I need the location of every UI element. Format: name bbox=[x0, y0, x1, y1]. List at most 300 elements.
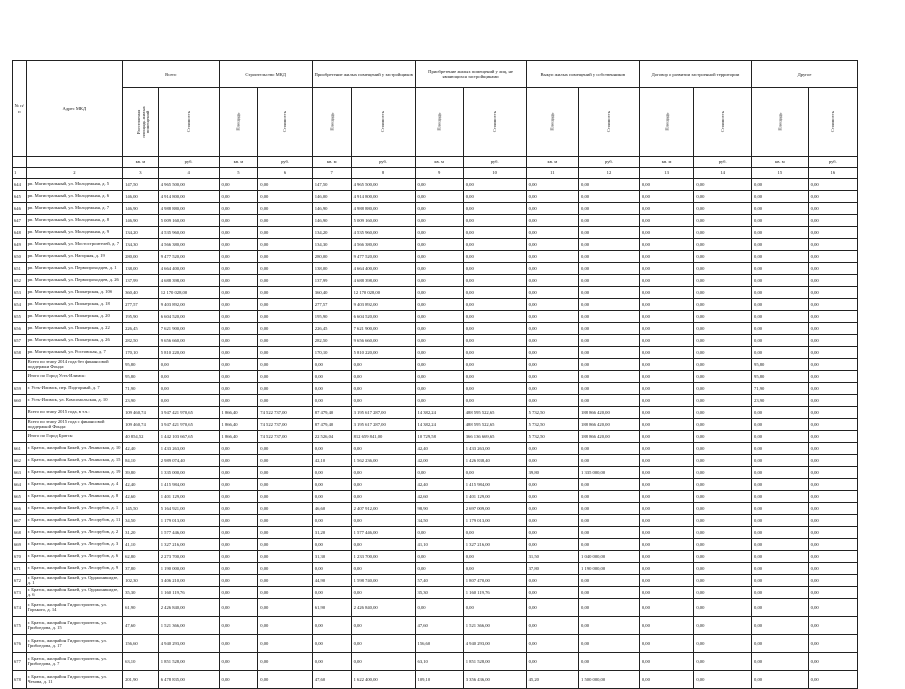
row-area-value: 0,00 bbox=[526, 323, 578, 335]
row-cost-value: 0,00 bbox=[694, 527, 752, 539]
row-cost-value: 0,00 bbox=[808, 323, 857, 335]
row-cost-value: 0,00 bbox=[463, 311, 526, 323]
row-cost-value: 0,00 bbox=[694, 251, 752, 263]
row-cost-value: 1 160 119,76 bbox=[463, 587, 526, 599]
row-address: г. Братск, жилрайон Гидростроитель, ул. Грибоедова, д. 17 bbox=[26, 635, 122, 653]
row-area-value: 42,40 bbox=[123, 479, 159, 491]
row-area-value: 170,10 bbox=[312, 347, 351, 359]
row-cost-value: 0,00 bbox=[258, 215, 313, 227]
row-cost-value: 0,00 bbox=[579, 275, 640, 287]
row-area-value: 156,60 bbox=[123, 635, 159, 653]
row-cost-value: 366 136 669,65 bbox=[463, 431, 526, 443]
row-address: рп. Магистральный, ул. Пионерская, д. 26 bbox=[26, 335, 122, 347]
row-area-value: 0,00 bbox=[526, 203, 578, 215]
row-area-value: 0,00 bbox=[219, 335, 258, 347]
row-cost-value: 12 170 028,00 bbox=[351, 287, 415, 299]
row-area-value: 0,00 bbox=[219, 395, 258, 407]
row-area-value: 102,30 bbox=[123, 575, 159, 587]
row-area-value: 0,00 bbox=[415, 179, 463, 191]
row-cost-value: 0,00 bbox=[463, 551, 526, 563]
row-area-value: 0,00 bbox=[219, 539, 258, 551]
table-row bbox=[13, 455, 858, 467]
row-area-value: 31,30 bbox=[312, 551, 351, 563]
row-cost-value: 0,00 bbox=[579, 443, 640, 455]
subheader-area-label: Площадь bbox=[235, 113, 241, 131]
row-cost-value: 0,00 bbox=[808, 527, 857, 539]
row-address: рп. Магистральный, ул. Первопроходцев, д. 26 bbox=[26, 275, 122, 287]
row-area-value: 109 460,74 bbox=[123, 419, 159, 431]
row-area-value: 0,00 bbox=[526, 251, 578, 263]
row-area-value: 0,00 bbox=[219, 359, 258, 371]
row-cost-value: 0,00 bbox=[158, 395, 219, 407]
row-cost-value: 0,00 bbox=[463, 239, 526, 251]
row-cost-value: 0,00 bbox=[351, 383, 415, 395]
row-cost-value: 7 621 900,00 bbox=[158, 323, 219, 335]
row-area-value: 0,00 bbox=[639, 491, 694, 503]
row-area-value: 0,00 bbox=[219, 653, 258, 671]
table-row bbox=[13, 515, 858, 527]
row-area-value: 0,00 bbox=[752, 203, 809, 215]
row-cost-value: 1 521 366,00 bbox=[463, 617, 526, 635]
row-cost-value: 0,00 bbox=[808, 419, 857, 431]
subheader-cost bbox=[579, 88, 640, 157]
table-row bbox=[13, 671, 858, 689]
row-area-value: 0,00 bbox=[639, 287, 694, 299]
row-area-value: 0,00 bbox=[639, 227, 694, 239]
row-area-value: 0,00 bbox=[639, 347, 694, 359]
row-area-value: 0,00 bbox=[526, 239, 578, 251]
row-cost-value: 0,00 bbox=[463, 251, 526, 263]
row-area-value: 146,90 bbox=[312, 203, 351, 215]
row-area-value: 0,00 bbox=[415, 251, 463, 263]
row-area-value: 95,80 bbox=[752, 371, 809, 383]
row-area-value: 0,00 bbox=[526, 311, 578, 323]
row-area-value: 0,00 bbox=[752, 311, 809, 323]
row-cost-value: 74 522 737,00 bbox=[258, 431, 313, 443]
row-area-value: 0,00 bbox=[312, 383, 351, 395]
row-cost-value: 0,00 bbox=[579, 311, 640, 323]
row-area-value: 0,00 bbox=[639, 503, 694, 515]
row-area-value: 147,50 bbox=[123, 179, 159, 191]
row-area-value: 0,00 bbox=[219, 227, 258, 239]
row-cost-value: 0,00 bbox=[258, 539, 313, 551]
row-cost-value: 0,00 bbox=[463, 599, 526, 617]
table-row bbox=[13, 359, 858, 371]
unit-label: кв. м bbox=[312, 157, 351, 168]
subheader-cost-label: Стоимость bbox=[830, 111, 836, 133]
unit-label: руб. bbox=[351, 157, 415, 168]
row-cost-value: 0,00 bbox=[694, 299, 752, 311]
row-area-value: 98,90 bbox=[415, 503, 463, 515]
row-area-value: 61,90 bbox=[312, 599, 351, 617]
row-cost-value: 0,00 bbox=[258, 551, 313, 563]
table-row bbox=[13, 491, 858, 503]
row-address: г. Братск, жилрайон Гидростроитель, ул. Грибоедова, д. 15 bbox=[26, 617, 122, 635]
row-area-value: 0,00 bbox=[639, 239, 694, 251]
row-area-value: 40 854,52 bbox=[123, 431, 159, 443]
row-cost-value: 3 356 436,00 bbox=[463, 671, 526, 689]
row-area-value: 0,00 bbox=[752, 491, 809, 503]
row-area-value: 109,10 bbox=[415, 671, 463, 689]
row-cost-value: 0,00 bbox=[579, 653, 640, 671]
row-cost-value: 4 688 398,00 bbox=[351, 275, 415, 287]
subheader-cost bbox=[463, 88, 526, 157]
row-cost-value: 0,00 bbox=[808, 263, 857, 275]
row-cost-value: 0,00 bbox=[258, 599, 313, 617]
row-cost-value: 5 009 160,00 bbox=[158, 215, 219, 227]
row-address: рп. Магистральный, ул. Молодежная, д. 7 bbox=[26, 203, 122, 215]
row-area-value: 0,00 bbox=[219, 515, 258, 527]
row-cost-value: 4 988 880,00 bbox=[351, 203, 415, 215]
row-cost-value: 0,00 bbox=[258, 383, 313, 395]
row-area-value: 0,00 bbox=[219, 287, 258, 299]
row-area-value: 0,00 bbox=[639, 359, 694, 371]
row-address: г. Братск, жилрайон Бикей, ул. Лесорубов, д. 2 bbox=[26, 527, 122, 539]
row-area-value: 0,00 bbox=[752, 263, 809, 275]
row-cost-value: 0,00 bbox=[258, 515, 313, 527]
units-cell-blank bbox=[26, 157, 122, 168]
row-area-value: 1 866,40 bbox=[219, 431, 258, 443]
row-cost-value: 4 965 500,00 bbox=[351, 179, 415, 191]
table-row bbox=[13, 395, 858, 407]
row-area-value: 282,50 bbox=[123, 335, 159, 347]
row-cost-value: 6 604 520,00 bbox=[158, 311, 219, 323]
row-area-value: 0,00 bbox=[526, 455, 578, 467]
row-cost-value: 3 406 210,00 bbox=[158, 575, 219, 587]
row-cost-value: 0,00 bbox=[808, 371, 857, 383]
row-cost-value: 0,00 bbox=[579, 503, 640, 515]
row-area-value: 42,00 bbox=[415, 455, 463, 467]
row-cost-value: 0,00 bbox=[808, 587, 857, 599]
row-area-value: 0,00 bbox=[639, 563, 694, 575]
row-cost-value: 0,00 bbox=[463, 263, 526, 275]
row-cost-value: 1 327 216,00 bbox=[158, 539, 219, 551]
row-cost-value: 0,00 bbox=[258, 479, 313, 491]
row-area-value: 14 382,24 bbox=[415, 419, 463, 431]
row-cost-value: 0,00 bbox=[808, 671, 857, 689]
row-cost-value: 0,00 bbox=[808, 275, 857, 287]
row-cost-value: 0,00 bbox=[463, 383, 526, 395]
table-row bbox=[13, 617, 858, 635]
row-cost-value: 0,00 bbox=[463, 527, 526, 539]
row-address: г. Братск, жилрайон Гидростроитель, ул. Горького, д. 14 bbox=[26, 599, 122, 617]
row-cost-value: 2 273 700,00 bbox=[158, 551, 219, 563]
row-area-value: 0,00 bbox=[219, 467, 258, 479]
row-area-value: 0,00 bbox=[752, 653, 809, 671]
row-area-value: 0,00 bbox=[312, 539, 351, 551]
row-cost-value: 0,00 bbox=[579, 359, 640, 371]
row-cost-value: 0,00 bbox=[258, 617, 313, 635]
row-cost-value: 1 401 129,00 bbox=[463, 491, 526, 503]
row-area-value: 0,00 bbox=[415, 395, 463, 407]
unit-label: кв. м bbox=[123, 157, 159, 168]
row-area-value: 44,90 bbox=[312, 575, 351, 587]
row-cost-value: 4 664 400,00 bbox=[351, 263, 415, 275]
row-area-value: 277,57 bbox=[123, 299, 159, 311]
table-row bbox=[13, 467, 858, 479]
row-area-value: 0,00 bbox=[639, 323, 694, 335]
row-area-value: 138,00 bbox=[123, 263, 159, 275]
row-area-value: 42,40 bbox=[415, 479, 463, 491]
header-group-total: Всего bbox=[123, 61, 219, 88]
unit-label: руб. bbox=[694, 157, 752, 168]
row-cost-value: 0,00 bbox=[579, 383, 640, 395]
row-cost-value: 0,00 bbox=[258, 179, 313, 191]
row-cost-value: 4 965 500,00 bbox=[158, 179, 219, 191]
row-cost-value: 5 009 160,00 bbox=[351, 215, 415, 227]
table-row bbox=[13, 503, 858, 515]
row-area-value: 0,00 bbox=[526, 443, 578, 455]
row-cost-value: 0,00 bbox=[694, 467, 752, 479]
row-cost-value: 1 851 528,00 bbox=[158, 653, 219, 671]
row-cost-value: 0,00 bbox=[258, 635, 313, 653]
row-area-value: 0,00 bbox=[639, 617, 694, 635]
row-area-value: 0,00 bbox=[219, 203, 258, 215]
table-row bbox=[13, 479, 858, 491]
row-area-value: 0,00 bbox=[526, 539, 578, 551]
row-cost-value: 1 433 263,00 bbox=[158, 443, 219, 455]
row-area-value: 0,00 bbox=[752, 335, 809, 347]
row-cost-value: 0,00 bbox=[579, 215, 640, 227]
row-cost-value: 0,00 bbox=[351, 539, 415, 551]
row-cost-value: 0,00 bbox=[808, 503, 857, 515]
row-cost-value: 0,00 bbox=[694, 227, 752, 239]
row-area-value: 0,00 bbox=[415, 359, 463, 371]
row-area-value: 156,60 bbox=[415, 635, 463, 653]
row-cost-value: 0,00 bbox=[351, 359, 415, 371]
row-cost-value: 9 403 892,00 bbox=[158, 299, 219, 311]
row-cost-value: 0,00 bbox=[579, 227, 640, 239]
row-area-value: 0,00 bbox=[639, 407, 694, 419]
row-cost-value: 0,00 bbox=[258, 191, 313, 203]
row-cost-value: 1 190 000,00 bbox=[579, 563, 640, 575]
row-cost-value: 0,00 bbox=[463, 203, 526, 215]
subheader-cost bbox=[694, 88, 752, 157]
row-number: 661 bbox=[13, 443, 27, 455]
row-area-value: 0,00 bbox=[639, 455, 694, 467]
row-area-value: 0,00 bbox=[219, 551, 258, 563]
row-area-value: 71,90 bbox=[123, 383, 159, 395]
row-area-value: 95,80 bbox=[123, 359, 159, 371]
unit-label: кв. м bbox=[526, 157, 578, 168]
header-group-construction: Строительство МКД bbox=[219, 61, 312, 88]
table-row bbox=[13, 239, 858, 251]
table-row bbox=[13, 527, 858, 539]
table-row bbox=[13, 347, 858, 359]
row-cost-value: 5 810 220,00 bbox=[351, 347, 415, 359]
row-area-value: 0,00 bbox=[219, 455, 258, 467]
row-area-value: 0,00 bbox=[219, 251, 258, 263]
row-cost-value: 0,00 bbox=[258, 287, 313, 299]
row-number: 653 bbox=[13, 287, 27, 299]
row-area-value: 0,00 bbox=[526, 515, 578, 527]
row-area-value: 0,00 bbox=[752, 299, 809, 311]
row-cost-value: 4 535 960,00 bbox=[158, 227, 219, 239]
row-cost-value: 0,00 bbox=[579, 251, 640, 263]
row-area-value: 0,00 bbox=[526, 299, 578, 311]
column-number: 7 bbox=[312, 168, 351, 179]
row-cost-value: 0,00 bbox=[579, 599, 640, 617]
row-cost-value: 0,00 bbox=[258, 455, 313, 467]
row-cost-value: 0,00 bbox=[158, 383, 219, 395]
row-area-value: 195,90 bbox=[312, 311, 351, 323]
table-row bbox=[13, 215, 858, 227]
row-number: 664 bbox=[13, 479, 27, 491]
row-cost-value: 0,00 bbox=[463, 227, 526, 239]
row-cost-value: 3 947 421 970,65 bbox=[158, 407, 219, 419]
table-row bbox=[13, 563, 858, 575]
row-cost-value: 0,00 bbox=[351, 653, 415, 671]
row-cost-value: 0,00 bbox=[258, 671, 313, 689]
row-cost-value: 0,00 bbox=[258, 227, 313, 239]
row-area-value: 0,00 bbox=[752, 251, 809, 263]
row-number bbox=[13, 419, 27, 431]
subheader-cost-label: Стоимость bbox=[720, 111, 726, 133]
row-number: 644 bbox=[13, 179, 27, 191]
unit-label: руб. bbox=[579, 157, 640, 168]
row-number: 654 bbox=[13, 299, 27, 311]
row-cost-value: 0,00 bbox=[579, 239, 640, 251]
row-cost-value: 1 040 000,00 bbox=[579, 551, 640, 563]
row-cost-value: 0,00 bbox=[463, 563, 526, 575]
row-cost-value: 0,00 bbox=[158, 371, 219, 383]
row-number: 658 bbox=[13, 347, 27, 359]
row-area-value: 0,00 bbox=[639, 215, 694, 227]
row-area-value: 0,00 bbox=[526, 479, 578, 491]
row-number: 676 bbox=[13, 635, 27, 653]
row-address: г. Братск, жилрайон Бикей, ул. Орджоникидзе, д. 6 bbox=[26, 587, 122, 599]
row-number: 647 bbox=[13, 215, 27, 227]
units-cell-blank bbox=[13, 157, 27, 168]
row-cost-value: 0,00 bbox=[808, 335, 857, 347]
unit-label: руб. bbox=[808, 157, 857, 168]
row-area-value: 0,00 bbox=[415, 371, 463, 383]
row-area-value: 0,00 bbox=[415, 335, 463, 347]
row-cost-value: 1 190 000,00 bbox=[158, 563, 219, 575]
row-area-value: 0,00 bbox=[312, 515, 351, 527]
row-area-value: 0,00 bbox=[639, 371, 694, 383]
row-area-value: 0,00 bbox=[526, 275, 578, 287]
row-area-value: 0,00 bbox=[219, 179, 258, 191]
row-cost-value: 0,00 bbox=[694, 203, 752, 215]
row-area-value: 0,00 bbox=[526, 617, 578, 635]
row-cost-value: 0,00 bbox=[463, 215, 526, 227]
row-cost-value: 0,00 bbox=[694, 455, 752, 467]
row-cost-value: 0,00 bbox=[808, 491, 857, 503]
row-area-value: 134,20 bbox=[123, 227, 159, 239]
row-area-value: 0,00 bbox=[526, 191, 578, 203]
row-cost-value: 0,00 bbox=[694, 215, 752, 227]
row-area-value: 0,00 bbox=[526, 347, 578, 359]
row-area-value: 0,00 bbox=[219, 275, 258, 287]
row-cost-value: 0,00 bbox=[694, 371, 752, 383]
row-cost-value: 0,00 bbox=[258, 359, 313, 371]
row-area-value: 0,00 bbox=[639, 539, 694, 551]
header-group-purchase-developers: Приобретение жилых помещений у застройщиков bbox=[312, 61, 415, 88]
row-number: 657 bbox=[13, 335, 27, 347]
row-address: рп. Магистральный, ул. Первопроходцев, д. 1 bbox=[26, 263, 122, 275]
row-area-value: 280,00 bbox=[123, 251, 159, 263]
row-cost-value: 3 947 421 970,65 bbox=[158, 419, 219, 431]
table-row bbox=[13, 635, 858, 653]
row-area-value: 0,00 bbox=[526, 395, 578, 407]
row-area-value: 0,00 bbox=[526, 503, 578, 515]
row-address: рп. Магистральный, ул. Ростовская, д. 7 bbox=[26, 347, 122, 359]
row-cost-value: 5 164 921,00 bbox=[158, 503, 219, 515]
row-cost-value: 0,00 bbox=[258, 347, 313, 359]
row-cost-value: 3 195 617 287,00 bbox=[351, 419, 415, 431]
row-area-value: 0,00 bbox=[752, 419, 809, 431]
subheader-cost-label: Стоимость bbox=[606, 111, 612, 133]
row-area-value: 0,00 bbox=[415, 299, 463, 311]
row-area-value: 0,00 bbox=[219, 563, 258, 575]
row-cost-value: 1 521 366,00 bbox=[158, 617, 219, 635]
row-cost-value: 9 403 892,00 bbox=[351, 299, 415, 311]
row-cost-value: 0,00 bbox=[463, 335, 526, 347]
row-area-value: 0,00 bbox=[219, 599, 258, 617]
row-cost-value: 2 407 912,00 bbox=[351, 503, 415, 515]
row-cost-value: 0,00 bbox=[694, 335, 752, 347]
row-area-value: 0,00 bbox=[526, 527, 578, 539]
row-area-value: 0,00 bbox=[752, 539, 809, 551]
row-cost-value: 4 664 400,00 bbox=[158, 263, 219, 275]
row-area-value: 84,10 bbox=[123, 455, 159, 467]
resettlement-table bbox=[12, 60, 858, 689]
row-address: Всего по этапу 2015 года с финансовой поддержкой Фонда: bbox=[26, 419, 122, 431]
row-area-value: 0,00 bbox=[219, 323, 258, 335]
row-cost-value: 2 697 009,00 bbox=[463, 503, 526, 515]
row-area-value: 0,00 bbox=[219, 311, 258, 323]
column-number: 12 bbox=[579, 168, 640, 179]
row-area-value: 0,00 bbox=[526, 587, 578, 599]
row-number: 670 bbox=[13, 551, 27, 563]
row-area-value: 0,00 bbox=[526, 287, 578, 299]
row-area-value: 0,00 bbox=[752, 563, 809, 575]
row-cost-value: 1 622 400,00 bbox=[351, 671, 415, 689]
row-cost-value: 0,00 bbox=[258, 491, 313, 503]
row-cost-value: 0,00 bbox=[579, 515, 640, 527]
row-area-value: 0,00 bbox=[639, 671, 694, 689]
row-cost-value: 0,00 bbox=[579, 491, 640, 503]
row-cost-value: 0,00 bbox=[808, 599, 857, 617]
subheader-cost bbox=[258, 88, 313, 157]
row-address: г. Братск, жилрайон Бикей, ул. Лесорубов, д. 11 bbox=[26, 515, 122, 527]
row-area-value: 34,50 bbox=[123, 515, 159, 527]
row-area-value: 0,00 bbox=[752, 527, 809, 539]
row-cost-value: 0,00 bbox=[258, 467, 313, 479]
row-area-value: 5 732,50 bbox=[526, 407, 578, 419]
row-area-value: 0,00 bbox=[639, 335, 694, 347]
row-area-value: 0,00 bbox=[312, 395, 351, 407]
row-cost-value: 0,00 bbox=[808, 635, 857, 653]
row-cost-value: 0,00 bbox=[258, 443, 313, 455]
row-area-value: 0,00 bbox=[415, 467, 463, 479]
row-number: 665 bbox=[13, 491, 27, 503]
row-area-value: 146,00 bbox=[123, 191, 159, 203]
row-cost-value: 0,00 bbox=[579, 263, 640, 275]
row-area-value: 0,00 bbox=[639, 203, 694, 215]
row-area-value: 31,20 bbox=[123, 527, 159, 539]
row-cost-value: 0,00 bbox=[808, 299, 857, 311]
row-area-value: 0,00 bbox=[312, 359, 351, 371]
row-area-value: 0,00 bbox=[415, 239, 463, 251]
row-cost-value: 1 160 119,76 bbox=[158, 587, 219, 599]
row-cost-value: 1 415 984,00 bbox=[158, 479, 219, 491]
unit-label: кв. м bbox=[639, 157, 694, 168]
row-cost-value: 0,00 bbox=[463, 359, 526, 371]
row-area-value: 42,40 bbox=[415, 443, 463, 455]
row-cost-value: 0,00 bbox=[579, 287, 640, 299]
